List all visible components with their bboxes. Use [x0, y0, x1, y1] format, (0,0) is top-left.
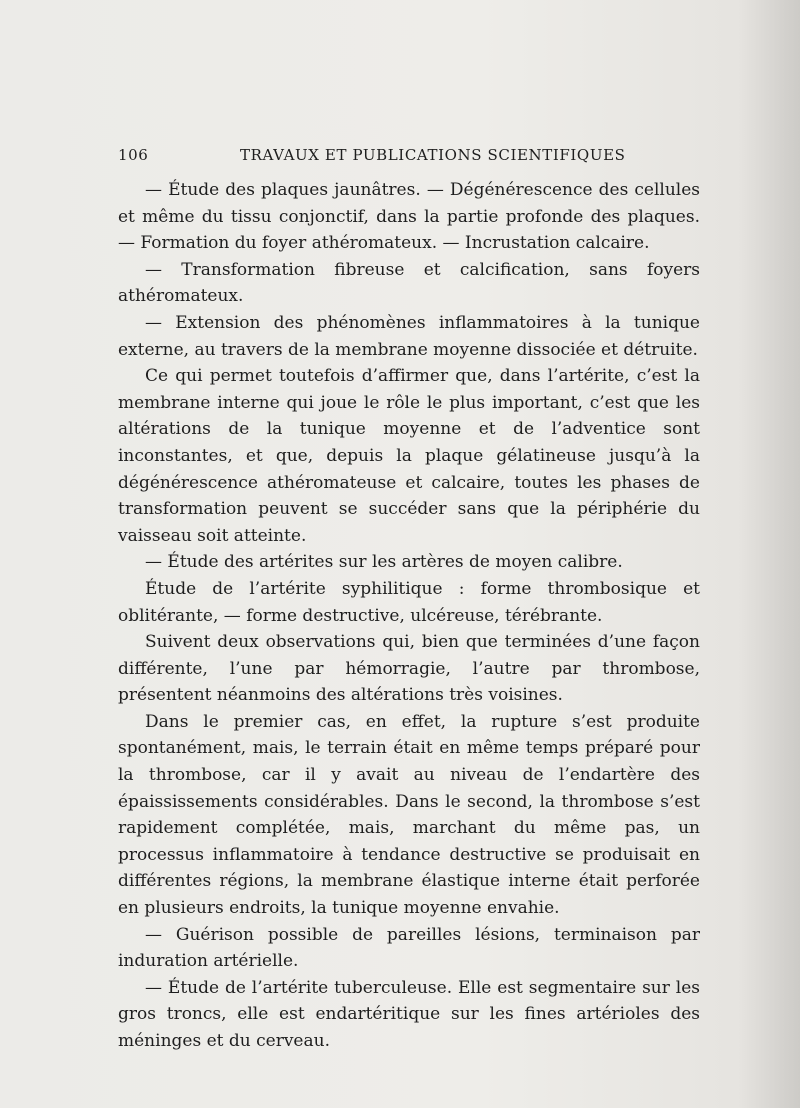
- body-text: [118, 177, 700, 1055]
- paragraph: Étude de l’artérite syphilitique : forme thrombosique et oblitérante, — forme destructive, ulcéreuse, térébrante.: [118, 578, 700, 626]
- paragraph: — Étude de l’artérite tuberculeuse. Elle est segmentaire sur les gros troncs, elle est endartéritique sur les fines artérioles des méninges et du cerveau.: [118, 977, 700, 1051]
- paragraph: Ce qui permet toutefois d’affirmer que, dans l’artérite, c’est la membrane interne qui joue le rôle le plus important, c’est que les altérations de la tunique moyenne et de l’adventice sont inconstantes, et que, depuis la plaque gélatineuse jusqu’à la dégénérescence athéromateuse et calcaire, toutes les phases de transformation peuvent se succéder sans que la périphérie du vaisseau soit atteinte.: [118, 366, 700, 546]
- paragraph: — Extension des phénomènes inflammatoires à la tunique externe, au travers de la membrane moyenne dissociée et détruite.: [118, 312, 700, 360]
- running-header: [118, 146, 700, 168]
- paragraph: — Transformation fibreuse et calcification, sans foyers athéromateux.: [118, 259, 700, 307]
- paragraph: — Étude des artérites sur les artères de moyen calibre.: [145, 552, 623, 573]
- page-number: 106: [118, 146, 149, 164]
- paragraph: Dans le premier cas, en effet, la rupture s’est produite spontanément, mais, le terrain était en même temps préparé pour la thrombose, car il y avait au niveau de l’endartère des épaississements considérables. Dans le second, la thrombose s’est rapidement complétée, mais, marchant du même pas, un processus inflammatoire à tendance destructive se produisait en différentes régions, la membrane élastique interne était perforée en plusieurs endroits, la tunique moyenne envahie.: [118, 711, 700, 919]
- paragraph: Suivent deux observations qui, bien que terminées d’une façon différente, l’une par hémorragie, l’autre par thrombose, présentent néanmoins des altérations très voisines.: [118, 632, 700, 706]
- page-edge-shadow: [740, 0, 800, 1108]
- running-title: TRAVAUX ET PUBLICATIONS SCIENTIFIQUES: [240, 146, 626, 164]
- paragraph: — Étude des plaques jaunâtres. — Dégénérescence des cellules et même du tissu conjonctif, dans la partie profonde des plaques. — Formation du foyer athéromateux. — Incrustation calcaire.: [118, 180, 700, 254]
- paragraph: — Guérison possible de pareilles lésions, terminaison par induration artérielle.: [118, 924, 700, 972]
